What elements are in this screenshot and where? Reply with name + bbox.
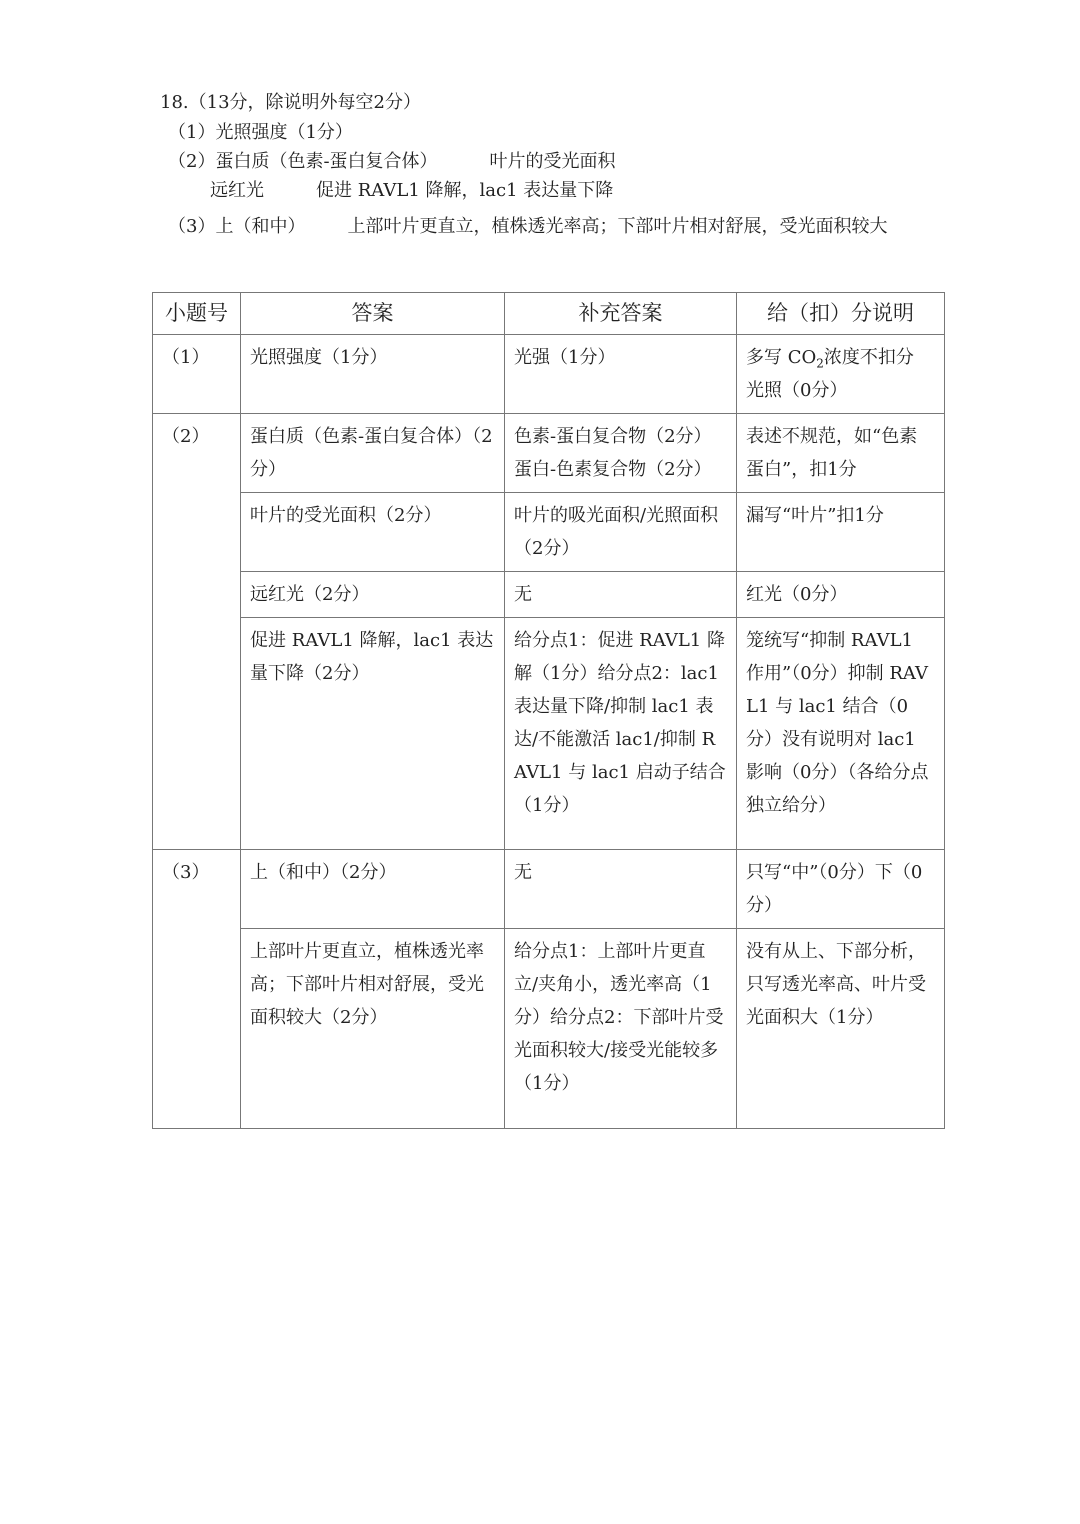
header-answer: 答案 — [241, 293, 505, 335]
table-row — [153, 929, 945, 1129]
subscript-2: 2 — [816, 356, 824, 371]
answer-part-3b: 上部叶片更直立，植株透光率高；下部叶片相对舒展，受光面积较大 — [347, 216, 888, 237]
supplement-cell: 无 — [505, 572, 737, 618]
answer-cell: 促进 RAVL1 降解，lac1 表达量下降（2分） — [241, 618, 505, 850]
note-text-post: 浓度不扣分 — [823, 347, 914, 368]
answer-cell: 上（和中）（2分） — [241, 850, 505, 929]
supplement-cell: 叶片的吸光面积/光照面积（2分） — [505, 493, 737, 572]
note-text-line2: 光照（0分） — [746, 380, 848, 401]
supplement-cell: 给分点1：促进 RAVL1 降解（1分）给分点2：lac1 表达量下降/抑制 lac1 表达/不能激活 lac1/抑制 RAVL1 与 lac1 启动子结合（1分） — [505, 618, 737, 850]
note-cell — [737, 335, 945, 414]
table-row — [153, 618, 945, 850]
header-question-number: 小题号 — [153, 293, 241, 335]
table-row — [153, 572, 945, 618]
answer-cell: 光照强度（1分） — [241, 335, 505, 414]
supplement-cell: 无 — [505, 850, 737, 929]
note-cell: 没有从上、下部分析，只写透光率高、叶片受光面积大（1分） — [737, 929, 945, 1129]
header-supplementary-answer: 补充答案 — [505, 293, 737, 335]
table-header-row — [153, 293, 945, 335]
question-number: （2） — [153, 414, 241, 850]
table-row — [153, 335, 945, 414]
answer-part-2-line-1 — [168, 147, 616, 173]
table-row — [153, 850, 945, 929]
table-row — [153, 414, 945, 493]
supplement-cell: 给分点1：上部叶片更直立/夹角小，透光率高（1分）给分点2：下部叶片受光面积较大/接受光能较多（1分） — [505, 929, 737, 1129]
answer-part-2c: 远红光 — [210, 180, 264, 201]
question-number: （3） — [153, 850, 241, 1129]
answer-cell: 远红光（2分） — [241, 572, 505, 618]
answer-part-2b: 叶片的受光面积 — [489, 151, 616, 172]
note-text-pre: 多写 CO — [746, 347, 817, 368]
answer-part-2d: 促进 RAVL1 降解，lac1 表达量下降 — [316, 180, 614, 201]
answer-cell: 上部叶片更直立，植株透光率高；下部叶片相对舒展，受光面积较大（2分） — [241, 929, 505, 1129]
answer-part-2a: （2）蛋白质（色素-蛋白复合体） — [168, 151, 438, 172]
supplement-cell: 光强（1分） — [505, 335, 737, 414]
answer-part-3 — [168, 212, 887, 238]
note-cell: 漏写“叶片”扣1分 — [737, 493, 945, 572]
note-cell: 笼统写“抑制 RAVL1 作用”（0分）抑制 RAVL1 与 lac1 结合（0分）没有说明对 lac1 影响（0分）（各给分点独立给分） — [737, 618, 945, 850]
header-scoring-notes: 给（扣）分说明 — [737, 293, 945, 335]
note-cell: 表述不规范，如“色素蛋白”，扣1分 — [737, 414, 945, 493]
note-cell: 只写“中”（0分）下（0分） — [737, 850, 945, 929]
answer-part-2-line-2 — [210, 176, 613, 202]
note-cell: 红光（0分） — [737, 572, 945, 618]
answer-cell: 蛋白质（色素-蛋白复合体）（2分） — [241, 414, 505, 493]
question-heading: 18.（13分，除说明外每空2分） — [160, 92, 421, 113]
question-number: （1） — [153, 335, 241, 414]
answer-part-3a: （3）上（和中） — [168, 216, 306, 237]
scoring-table — [152, 292, 945, 1129]
supplement-cell: 色素-蛋白复合物（2分）蛋白-色素复合物（2分） — [505, 414, 737, 493]
table-row — [153, 493, 945, 572]
answer-part-1: （1）光照强度（1分） — [168, 122, 353, 143]
answer-cell: 叶片的受光面积（2分） — [241, 493, 505, 572]
